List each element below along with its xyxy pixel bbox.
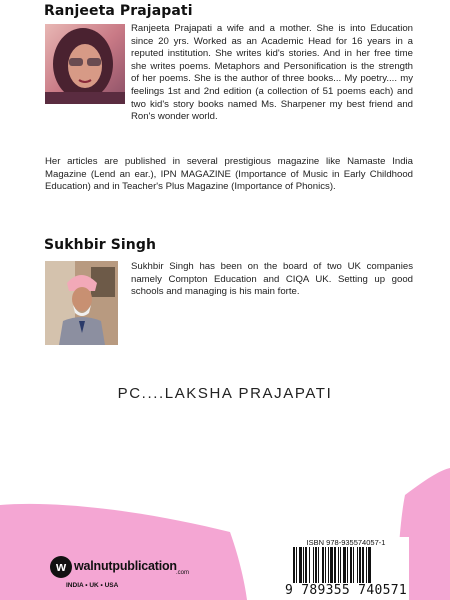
- author-name: Ranjeeta Prajapati: [44, 3, 193, 19]
- publisher-name: walnutpublication: [74, 559, 177, 573]
- isbn-barcode: [283, 537, 409, 600]
- publisher-domain: .com: [176, 570, 190, 576]
- isbn-label: ISBN 978-935574057-1: [306, 538, 386, 547]
- isbn-digits: 9 789355 740571: [285, 583, 407, 598]
- author-name: Sukhbir Singh: [44, 237, 157, 253]
- photo-credit: PC....LAKSHA PRAJAPATI: [117, 385, 333, 402]
- author-bio: Sukhbir Singh has been on the board of two UK companies namely Compton Education and CIQA UK. Setting up good schools and managing is his main forte.: [131, 261, 413, 298]
- publisher-regions: INDIA • UK • USA: [66, 582, 119, 589]
- publisher-logo: [50, 556, 200, 596]
- author-bio-continued: Her articles are published in several prestigious magazine like Namaste India Magazine (Lend an ear.), IPN MAGAZINE (Importance of Music in Early Childhood Education) and in Teacher's Plus Magazine (Importance of Phonics).: [45, 156, 413, 193]
- author-photo: [45, 24, 125, 104]
- barcode-bars: [293, 547, 399, 583]
- walnut-logo-icon: w: [50, 556, 72, 578]
- author-photo: [45, 261, 118, 345]
- author-bio: Ranjeeta Prajapati a wife and a mother. She is into Education since 20 yrs. Worked as an Academic Head for 16 years in a reputed institution. She writes kid's stories. And in her free time she writes poems. Metaphors and Personification is the strength of her poems. She is the author of three books... My poetry.... my feelings 1st and 2nd edition (a collection of 51 poems each) and two kid's story books named Ms. Sharpener my best friend and Ron's wonder world.: [131, 23, 413, 123]
